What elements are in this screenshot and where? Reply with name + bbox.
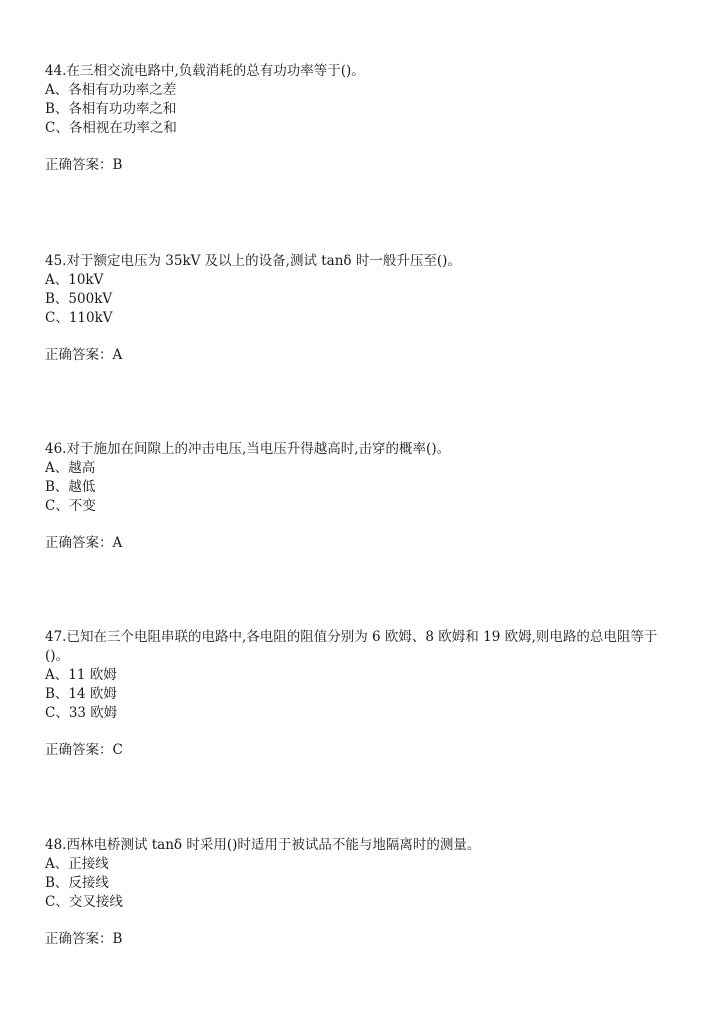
question-45 (45, 252, 685, 365)
correct-answer: 正确答案：A (45, 535, 123, 551)
option-c: C、交叉接线 (45, 894, 123, 910)
question-48 (45, 836, 685, 949)
question-44 (45, 62, 685, 175)
question-47 (45, 628, 685, 760)
option-b: B、14 欧姆 (45, 686, 117, 702)
option-c: C、不变 (45, 498, 96, 514)
correct-answer: 正确答案：A (45, 347, 123, 363)
question-text: 46.对于施加在间隙上的冲击电压,当电压升得越高时,击穿的概率()。 (45, 441, 451, 457)
question-text: 48.西林电桥测试 tanδ 时采用()时适用于被试品不能与地隔离时的测量。 (45, 837, 481, 853)
option-c: C、各相视在功率之和 (45, 120, 177, 136)
option-c: C、110kV (45, 310, 113, 326)
option-a: A、10kV (45, 272, 104, 288)
question-text: 44.在三相交流电路中,负载消耗的总有功功率等于()。 (45, 63, 365, 79)
option-a: A、各相有功功率之差 (45, 82, 177, 98)
question-46 (45, 440, 685, 553)
option-b: B、反接线 (45, 875, 109, 891)
option-b: B、500kV (45, 291, 113, 307)
question-text: 45.对于额定电压为 35kV 及以上的设备,测试 tanδ 时一般升压至()。 (45, 253, 461, 269)
question-text: 47.已知在三个电阻串联的电路中,各电阻的阻值分别为 6 欧姆、8 欧姆和 19 欧姆,则电路的总电阻等于()。 (45, 629, 658, 664)
option-b: B、各相有功功率之和 (45, 101, 177, 117)
option-c: C、33 欧姆 (45, 705, 118, 721)
correct-answer: 正确答案：B (45, 157, 123, 173)
correct-answer: 正确答案：B (45, 931, 123, 947)
option-a: A、正接线 (45, 856, 109, 872)
correct-answer: 正确答案：C (45, 742, 123, 758)
option-a: A、11 欧姆 (45, 667, 117, 683)
option-b: B、越低 (45, 479, 96, 495)
option-a: A、越高 (45, 460, 96, 476)
